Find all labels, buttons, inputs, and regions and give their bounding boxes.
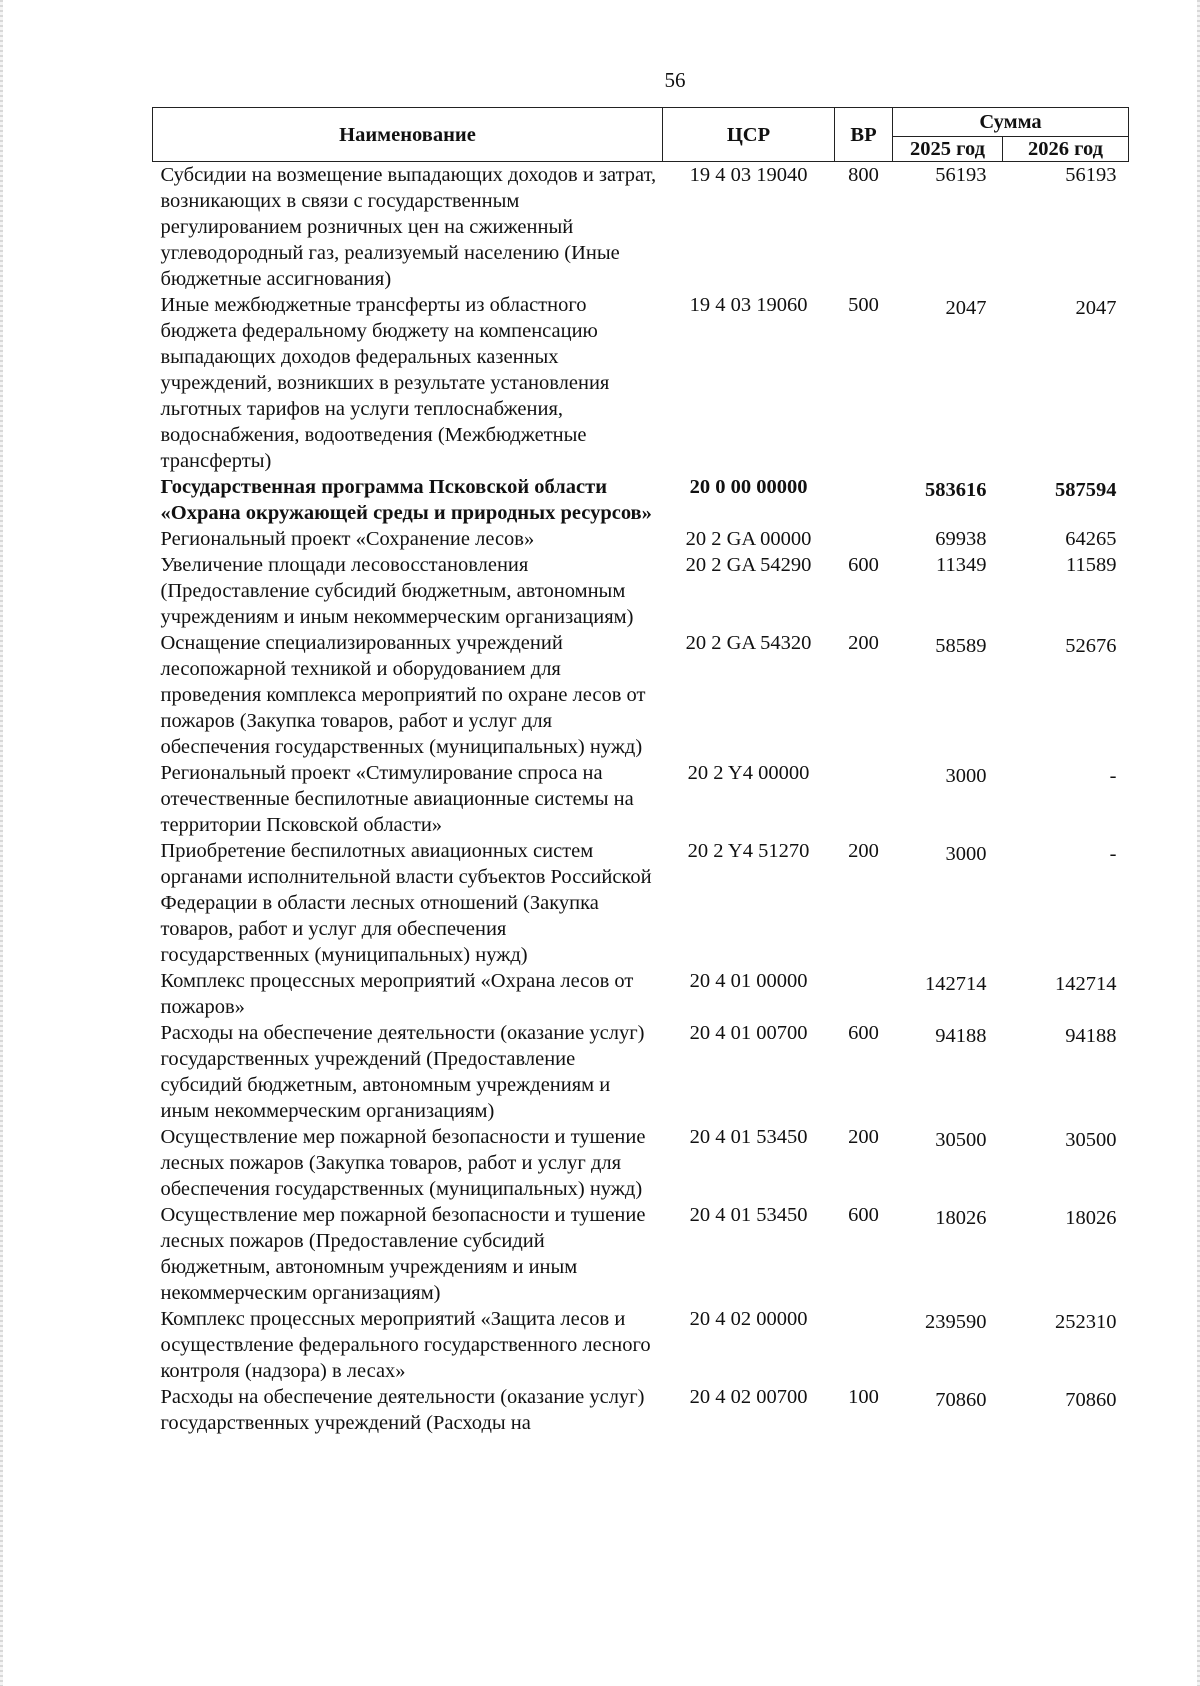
row-vr-code — [835, 474, 893, 526]
row-sum-2025: 11349 — [936, 554, 987, 576]
row-name: Комплекс процессных мероприятий «Защита лесов и осуществление федерального государственного лесного контроля (надзора) в лесах» — [160, 1308, 651, 1382]
row-name: Приобретение беспилотных авиационных систем органами исполнительной власти субъектов Российской Федерации в области лесных отношений (Закупка товаров, работ и услуг для обеспечения государственных (муниципальных) нужд) — [160, 840, 652, 966]
row-sum-2025: 69938 — [935, 528, 987, 550]
scan-edge-left — [0, 0, 3, 1686]
row-csr-code: 20 2 Y4 51270 — [687, 840, 810, 862]
row-sum-2026: 252310 — [1055, 1311, 1117, 1333]
row-sum-2025: 94188 — [935, 1025, 987, 1047]
row-vr-code: 600 — [848, 1204, 879, 1226]
row-vr-code: 100 — [848, 1386, 879, 1408]
row-csr-code: 20 4 01 53450 — [689, 1204, 808, 1226]
row-sum-2026: 142714 — [1055, 973, 1117, 995]
header-vr: ВР — [835, 108, 893, 162]
row-sum-2026: 52676 — [1065, 635, 1117, 657]
header-sum: Сумма — [893, 108, 1129, 137]
table-body — [153, 162, 1129, 1437]
row-vr-code — [835, 1306, 893, 1384]
table-row — [153, 968, 1129, 1020]
table-row — [153, 1202, 1129, 1306]
row-sum-2025: 18026 — [935, 1207, 987, 1229]
row-csr-code: 20 2 GA 54290 — [685, 554, 812, 576]
table-row — [153, 292, 1129, 474]
row-vr-code: 200 — [848, 632, 879, 654]
table-row — [153, 1124, 1129, 1202]
row-csr-code: 20 4 02 00700 — [689, 1386, 808, 1408]
row-name: Комплекс процессных мероприятий «Охрана лесов от пожаров» — [160, 970, 634, 1018]
row-vr-code: 200 — [848, 840, 879, 862]
row-name: Государственная программа Псковской области «Охрана окружающей среды и природных ресурсов» — [160, 476, 652, 524]
row-sum-2026: 11589 — [1066, 554, 1117, 576]
header-csr: ЦСР — [663, 108, 835, 162]
row-sum-2026: 64265 — [1065, 528, 1117, 550]
row-sum-2025: 30500 — [935, 1129, 987, 1151]
row-vr-code — [835, 968, 893, 1020]
row-csr-code: 20 4 01 00000 — [689, 970, 808, 992]
row-sum-2025: 2047 — [945, 297, 987, 319]
table-row — [153, 474, 1129, 526]
row-sum-2025: 56193 — [935, 164, 987, 186]
table-row — [153, 162, 1129, 293]
row-name: Оснащение специализированных учреждений лесопожарной техникой и оборудованием для проведения комплекса мероприятий по охране лесов от пожаров (Закупка товаров, работ и услуг для обеспечения государственных (муниципальных) нужд) — [160, 632, 646, 758]
row-csr-code: 20 0 00 00000 — [689, 476, 808, 498]
row-sum-2026: 94188 — [1065, 1025, 1117, 1047]
table-row — [153, 526, 1129, 552]
table-row — [153, 1306, 1129, 1384]
row-sum-2025: 142714 — [925, 973, 987, 995]
row-sum-2025: 58589 — [935, 635, 987, 657]
row-sum-2026: - — [1109, 765, 1117, 787]
row-name: Осуществление мер пожарной безопасности и тушение лесных пожаров (Закупка товаров, работ и услуг для обеспечения государственных (муниципальных) нужд) — [160, 1126, 646, 1200]
row-name: Увеличение площади лесовосстановления (Предоставление субсидий бюджетным, автономным учреждениям и иным некоммерческим организациям) — [160, 554, 634, 628]
row-name: Региональный проект «Сохранение лесов» — [160, 528, 535, 550]
row-name: Осуществление мер пожарной безопасности и тушение лесных пожаров (Предоставление субсидий бюджетным, автономным учреждениям и иным некоммерческим организациям) — [160, 1204, 646, 1304]
row-sum-2025: 583616 — [925, 479, 987, 501]
row-sum-2026: 587594 — [1055, 479, 1117, 501]
header-year-2025: 2025 год — [893, 137, 1003, 162]
table-row — [153, 630, 1129, 760]
row-sum-2025: 3000 — [945, 765, 987, 787]
row-csr-code: 19 4 03 19060 — [689, 294, 808, 316]
row-vr-code — [835, 760, 893, 838]
row-vr-code: 600 — [848, 554, 879, 576]
row-csr-code: 20 2 Y4 00000 — [687, 762, 810, 784]
row-sum-2025: 70860 — [935, 1389, 987, 1411]
row-sum-2026: 70860 — [1065, 1389, 1117, 1411]
row-vr-code: 500 — [848, 294, 879, 316]
row-name: Региональный проект «Стимулирование спроса на отечественные беспилотные авиационные системы на территории Псковской области» — [160, 762, 634, 836]
budget-table — [152, 107, 1129, 1436]
row-sum-2026: 56193 — [1065, 164, 1117, 186]
row-sum-2026: 2047 — [1075, 297, 1117, 319]
row-vr-code — [835, 526, 893, 552]
row-sum-2026: 30500 — [1065, 1129, 1117, 1151]
row-sum-2026: 18026 — [1065, 1207, 1117, 1229]
header-year-2026: 2026 год — [1003, 137, 1129, 162]
row-csr-code: 20 4 01 53450 — [689, 1126, 808, 1148]
row-csr-code: 20 2 GA 00000 — [685, 528, 812, 550]
table-row — [153, 1020, 1129, 1124]
row-vr-code: 600 — [848, 1022, 879, 1044]
row-sum-2025: 239590 — [925, 1311, 987, 1333]
table-row — [153, 1384, 1129, 1436]
row-name: Расходы на обеспечение деятельности (оказание услуг) государственных учреждений (Расходы на — [160, 1386, 645, 1434]
row-name: Расходы на обеспечение деятельности (оказание услуг) государственных учреждений (Предоставление субсидий бюджетным, автономным учреждениям и иным некоммерческим организациям) — [160, 1022, 645, 1122]
row-sum-2026: - — [1109, 843, 1117, 865]
table-row — [153, 760, 1129, 838]
table-row — [153, 838, 1129, 968]
row-csr-code: 20 2 GA 54320 — [685, 632, 812, 654]
row-vr-code: 800 — [848, 164, 879, 186]
row-vr-code: 200 — [848, 1126, 879, 1148]
row-name: Субсидии на возмещение выпадающих доходов и затрат, возникающих в связи с государственным регулированием розничных цен на сжиженный углеводородный газ, реализуемый населению (Иные бюджетные ассигнования) — [160, 164, 657, 290]
table-row — [153, 552, 1129, 630]
header-name: Наименование — [153, 108, 663, 162]
row-sum-2025: 3000 — [945, 843, 987, 865]
row-csr-code: 19 4 03 19040 — [689, 164, 808, 186]
row-csr-code: 20 4 02 00000 — [689, 1308, 808, 1330]
page-number: 56 — [664, 68, 686, 92]
table-header — [153, 108, 1129, 162]
row-name: Иные межбюджетные трансферты из областного бюджета федеральному бюджету на компенсацию выпадающих доходов федеральных казенных учреждений, возникших в результате установления льготных тарифов на услуги теплоснабжения, водоснабжения, водоотведения (Межбюджетные трансферты) — [160, 294, 610, 472]
row-csr-code: 20 4 01 00700 — [689, 1022, 808, 1044]
